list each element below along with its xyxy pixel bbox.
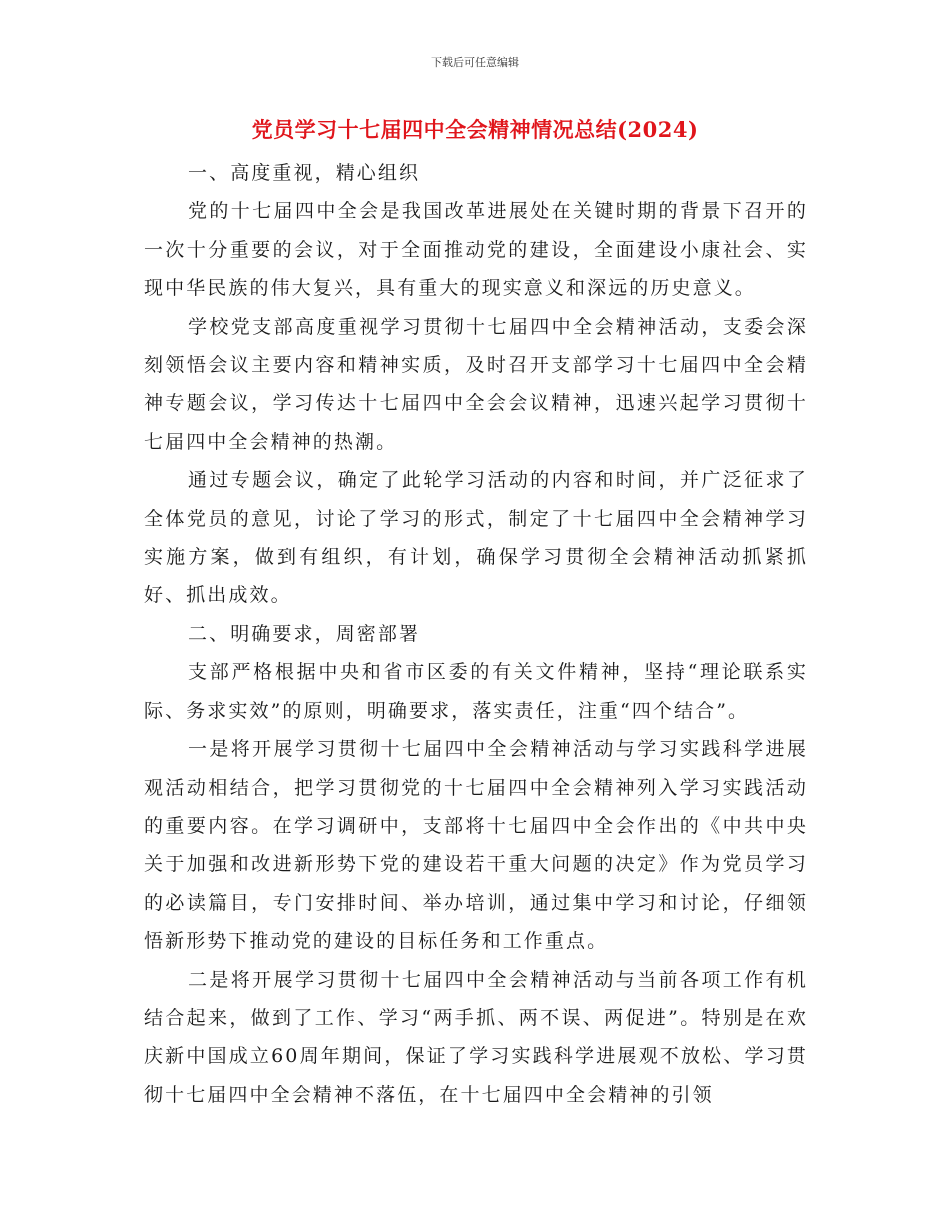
header-note: 下载后可任意编辑 xyxy=(431,56,519,69)
paragraph-4: 支部严格根据中央和省市区委的有关文件精神，坚持“理论联系实际、务求实效”的原则，明确要求，落实责任，注重“四个结合”。 xyxy=(144,661,808,722)
paragraph-3: 通过专题会议，确定了此轮学习活动的内容和时间，并广泛征求了全体党员的意见，讨论了学习的形式，制定了十七届四中全会精神学习实施方案，做到有组织，有计划，确保学习贯彻全会精神活动抓紧抓好、抓出成效。 xyxy=(144,469,808,607)
paragraph-5: 一是将开展学习贯彻十七届四中全会精神活动与学习实践科学进展观活动相结合，把学习贯彻党的十七届四中全会精神列入学习实践活动的重要内容。在学习调研中，支部将十七届四中全会作出的《中共中央关于加强和改进新形势下党的建设若干重大问题的决定》作为党员学习的必读篇目，专门安排时间、举办培训，通过集中学习和讨论，仔细领悟新形势下推动党的建设的目标任务和工作重点。 xyxy=(144,738,808,953)
document-title: 党员学习十七届四中全会精神情况总结(2024) xyxy=(251,117,699,142)
section-heading-1: 一、高度重视，精心组织 xyxy=(188,162,421,184)
paragraph-6: 二是将开展学习贯彻十七届四中全会精神活动与当前各项工作有机结合起来，做到了工作、学习“两手抓、两不误、两促进”。特别是在欢庆新中国成立60周年期间，保证了学习实践科学进展观不放松、学习贯彻十七届四中全会精神不落伍，在十七届四中全会精神的引领 xyxy=(144,968,808,1106)
paragraph-1: 党的十七届四中全会是我国改革进展处在关键时期的背景下召开的一次十分重要的会议，对于全面推动党的建设，全面建设小康社会、实现中华民族的伟大复兴，具有重大的现实意义和深远的历史意义。 xyxy=(144,200,808,300)
document-body xyxy=(144,154,808,1114)
paragraph-2: 学校党支部高度重视学习贯彻十七届四中全会精神活动，支委会深刻领悟会议主要内容和精神实质，及时召开支部学习十七届四中全会精神专题会议，学习传达十七届四中全会会议精神，迅速兴起学习贯彻十七届四中全会精神的热潮。 xyxy=(144,315,808,453)
section-heading-2: 二、明确要求，周密部署 xyxy=(188,622,421,645)
